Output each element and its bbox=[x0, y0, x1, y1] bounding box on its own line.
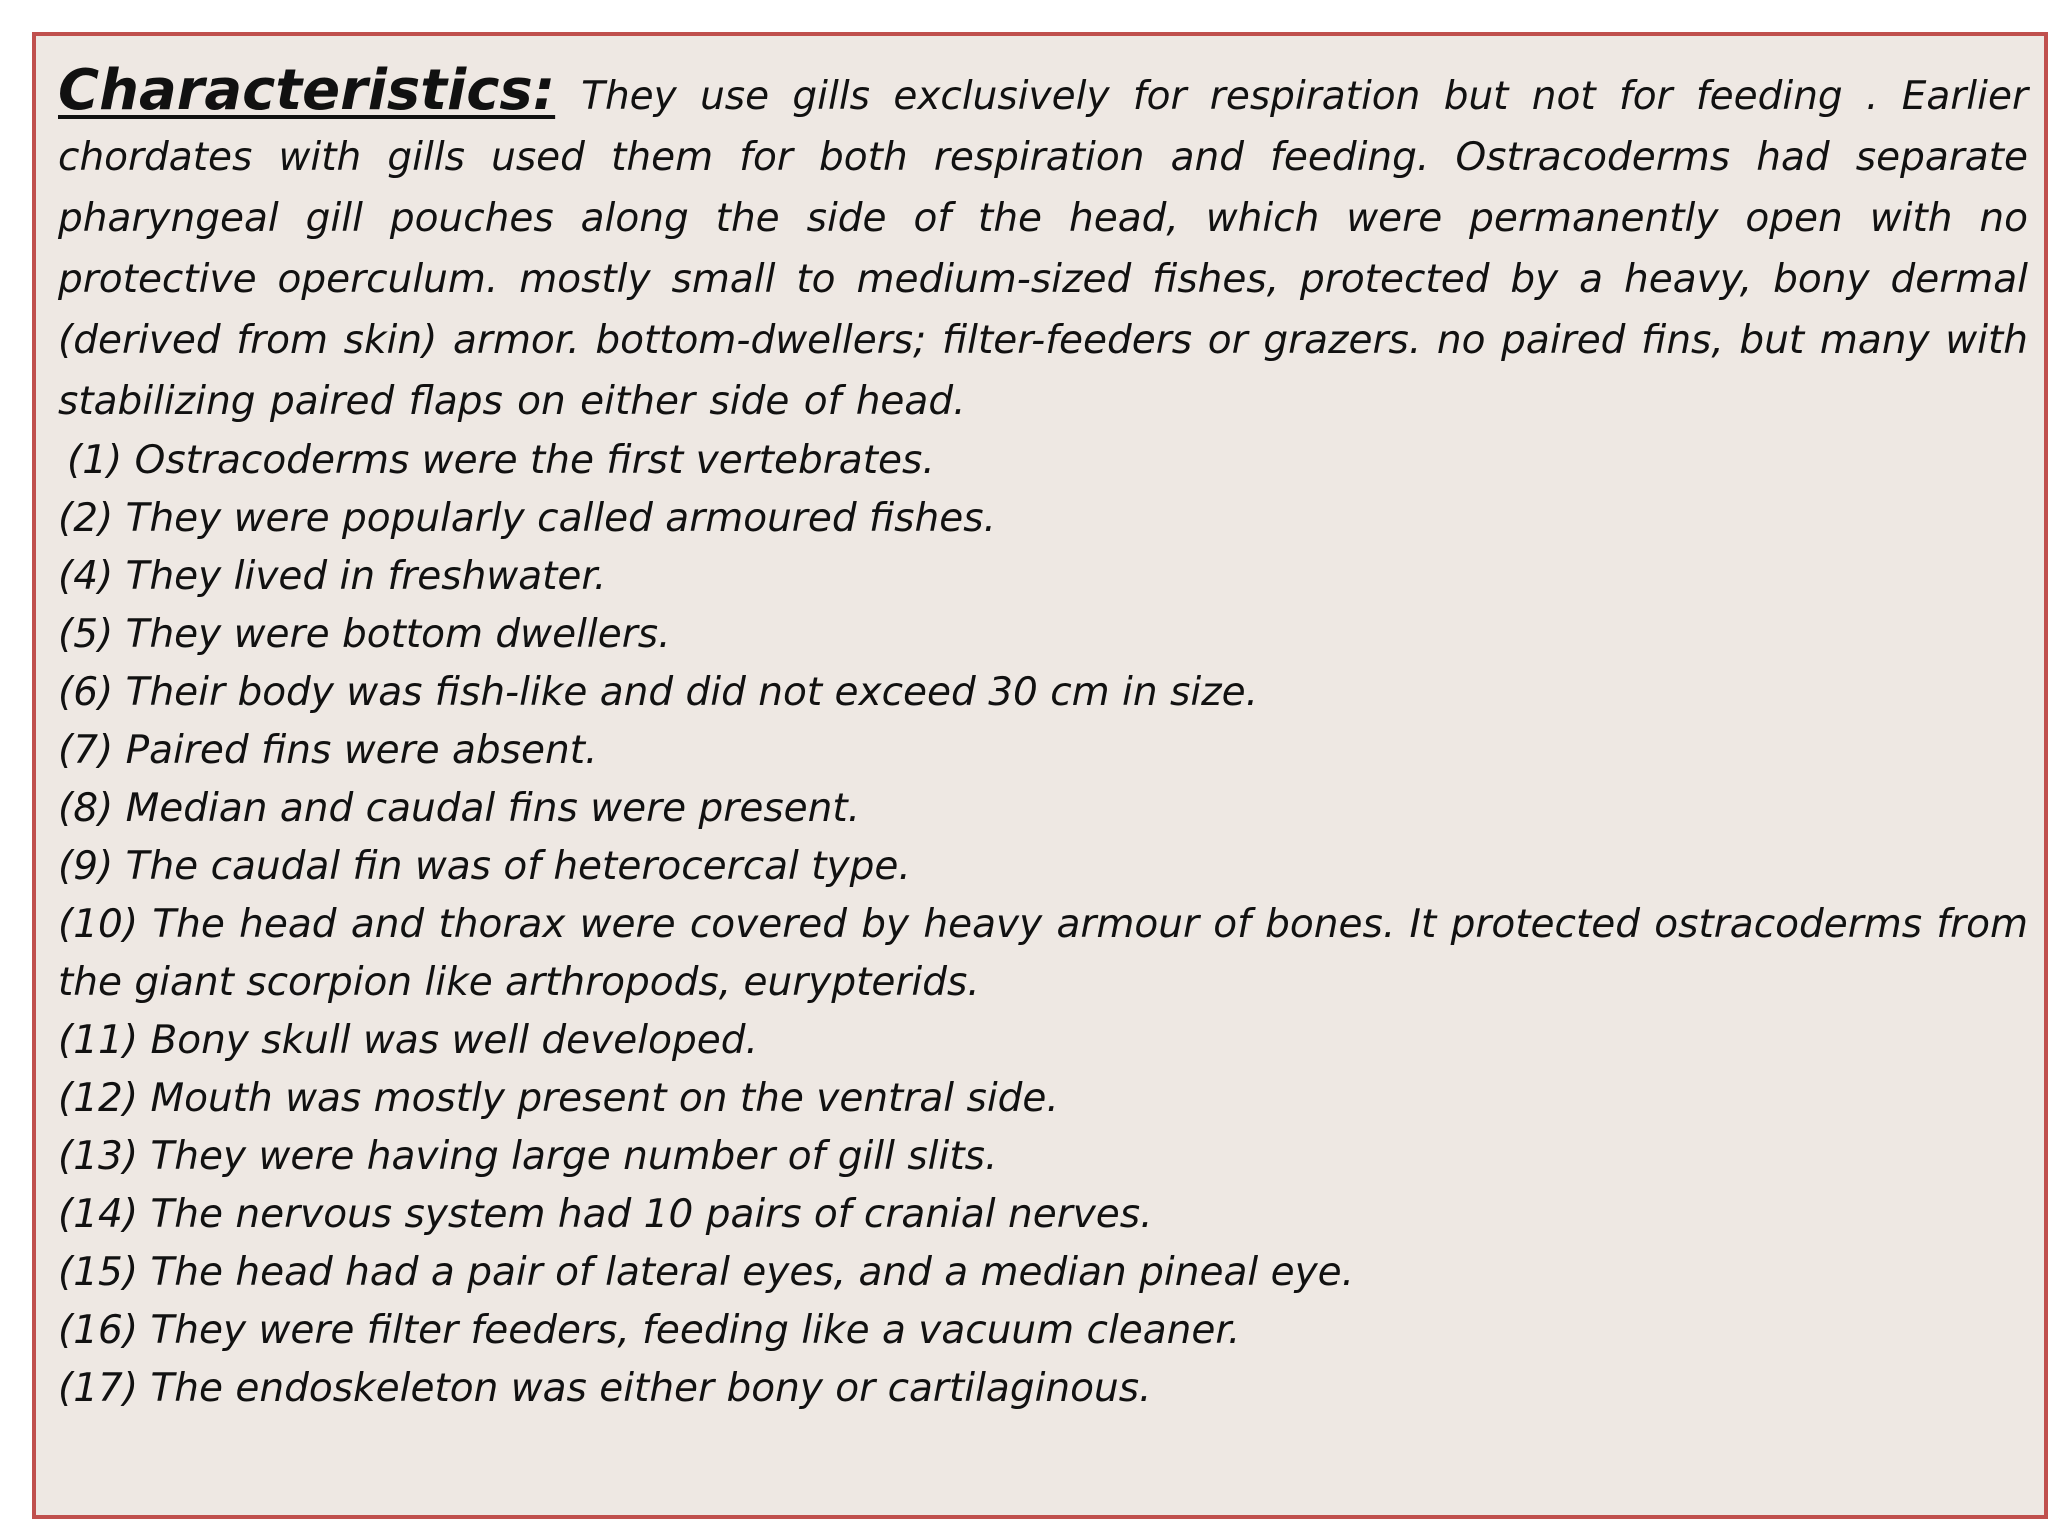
list-item: (4) They lived in freshwater. bbox=[58, 554, 607, 599]
list-item: (15) The head had a pair of lateral eyes, and a median pineal eye. bbox=[58, 1250, 1355, 1295]
list-item: (12) Mouth was mostly present on the ventral side. bbox=[58, 1076, 1059, 1121]
list-item: (17) The endoskeleton was either bony or cartilaginous. bbox=[58, 1366, 1152, 1411]
list-item: (6) Their body was fish-like and did not exceed 30 cm in size. bbox=[58, 670, 1259, 715]
slide-content bbox=[58, 60, 2028, 1418]
list-item: (7) Paired fins were absent. bbox=[58, 728, 598, 773]
list-item: (14) The nervous system had 10 pairs of cranial nerves. bbox=[58, 1192, 1153, 1237]
list-item: (9) The caudal fin was of heterocercal type. bbox=[58, 844, 911, 889]
intro-text: They use gills exclusively for respiration but not for feeding . Earlier chordates with gills used them for both respiration and feeding. Ostracoderms had separate pharyngeal gill pouches along the side of the head, which were permanently open with no protective operculum. mostly small to medium-sized fishes, protected by a heavy, bony dermal (derived from skin) armor. bottom-dwellers; filter-feeders or grazers. no paired fins, but many with stabilizing paired flaps on either side of head. bbox=[58, 74, 2028, 424]
list-item: (16) They were filter feeders, feeding like a vacuum cleaner. bbox=[58, 1308, 1241, 1353]
list-item: (2) They were popularly called armoured fishes. bbox=[58, 496, 996, 541]
list-item: (10) The head and thorax were covered by heavy armour of bones. It protected ostracoderms from the giant scorpion like arthropods, eurypterids. bbox=[58, 902, 2028, 1005]
section-heading: Characteristics: bbox=[58, 58, 556, 123]
list-item: (1) Ostracoderms were the first vertebrates. bbox=[67, 438, 935, 483]
list-item: (13) They were having large number of gill slits. bbox=[58, 1134, 998, 1179]
characteristics-list bbox=[58, 432, 2028, 1418]
list-item: (8) Median and caudal fins were present. bbox=[58, 786, 861, 831]
list-item: (5) They were bottom dwellers. bbox=[58, 612, 671, 657]
intro-paragraph bbox=[58, 60, 2028, 432]
content-frame bbox=[32, 32, 2048, 1519]
list-item: (11) Bony skull was well developed. bbox=[58, 1018, 758, 1063]
